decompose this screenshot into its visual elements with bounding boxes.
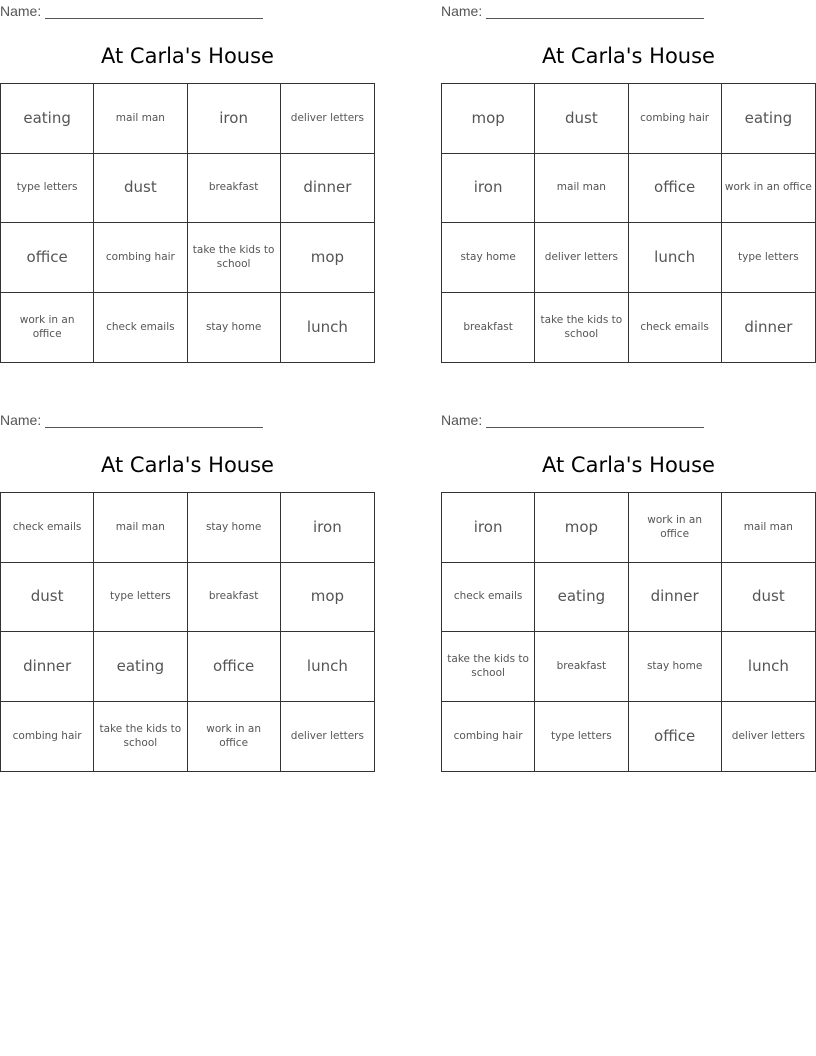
bingo-cell: lunch: [629, 223, 722, 293]
bingo-grid: [0, 492, 375, 772]
name-field: [441, 3, 704, 19]
bingo-cell: mop: [535, 493, 628, 563]
bingo-cell: breakfast: [188, 563, 281, 633]
bingo-cell: stay home: [188, 493, 281, 563]
bingo-cell: iron: [188, 84, 281, 154]
bingo-cell: work in an office: [629, 493, 722, 563]
name-field: [441, 412, 704, 428]
bingo-cell: type letters: [94, 563, 187, 633]
bingo-grid: [0, 83, 375, 363]
bingo-cell: deliver letters: [281, 84, 374, 154]
bingo-cell: mop: [442, 84, 535, 154]
bingo-cell: combing hair: [629, 84, 722, 154]
bingo-cell: stay home: [188, 293, 281, 363]
name-field: [0, 3, 263, 19]
bingo-grid: [441, 83, 816, 363]
bingo-cell: mail man: [94, 84, 187, 154]
bingo-cell: eating: [94, 632, 187, 702]
card-title: At Carla's House: [101, 453, 274, 477]
bingo-cell: eating: [722, 84, 815, 154]
bingo-cell: work in an office: [188, 702, 281, 772]
bingo-cell: stay home: [442, 223, 535, 293]
bingo-cell: dust: [722, 563, 815, 633]
bingo-cell: dinner: [629, 563, 722, 633]
bingo-cell: mop: [281, 223, 374, 293]
name-label: Name:: [0, 3, 42, 19]
bingo-cell: combing hair: [94, 223, 187, 293]
bingo-cell: lunch: [722, 632, 815, 702]
bingo-cell: dinner: [1, 632, 94, 702]
bingo-cell: type letters: [1, 154, 94, 224]
bingo-cell: stay home: [629, 632, 722, 702]
bingo-cell: lunch: [306, 317, 348, 336]
bingo-cell: check emails: [94, 293, 187, 363]
bingo-cell: dinner: [281, 154, 374, 224]
bingo-cell: breakfast: [442, 293, 535, 363]
bingo-cell: deliver letters: [290, 729, 364, 742]
name-field: [0, 412, 263, 428]
bingo-cell: office: [1, 223, 94, 293]
bingo-cell: work in an office: [722, 154, 815, 224]
name-label: Name:: [441, 3, 483, 19]
bingo-cell: dust: [94, 154, 187, 224]
name-blank-line: [486, 427, 704, 428]
name-label: Name:: [0, 412, 42, 428]
bingo-cell: combing hair: [442, 702, 535, 772]
name-blank-line: [486, 18, 704, 19]
card-title: At Carla's House: [101, 44, 274, 68]
bingo-cell: deliver letters: [731, 729, 805, 742]
name-blank-line: [45, 18, 263, 19]
bingo-cell: take the kids to school: [535, 293, 628, 363]
bingo-cell: dust: [1, 563, 94, 633]
bingo-cell: office: [629, 154, 722, 224]
bingo-cell: breakfast: [188, 154, 281, 224]
bingo-cell: check emails: [629, 293, 722, 363]
card-title: At Carla's House: [542, 453, 715, 477]
bingo-cell: iron: [442, 493, 535, 563]
name-blank-line: [45, 427, 263, 428]
bingo-cell: mail man: [535, 154, 628, 224]
bingo-cell: iron: [281, 493, 374, 563]
bingo-cell: take the kids to school: [94, 702, 187, 772]
bingo-cell: deliver letters: [535, 223, 628, 293]
bingo-cell: mail man: [94, 493, 187, 563]
bingo-cell: work in an office: [1, 293, 94, 363]
bingo-cell: eating: [535, 563, 628, 633]
bingo-cell: office: [188, 632, 281, 702]
bingo-cell: office: [629, 702, 722, 772]
bingo-cell: lunch: [281, 632, 374, 702]
bingo-cell: mail man: [722, 493, 815, 563]
bingo-cell: take the kids to school: [188, 223, 281, 293]
name-label: Name:: [441, 412, 483, 428]
card-title: At Carla's House: [542, 44, 715, 68]
bingo-cell: check emails: [1, 493, 94, 563]
bingo-cell: dinner: [744, 317, 793, 336]
bingo-cell: combing hair: [1, 702, 94, 772]
bingo-cell: mop: [281, 563, 374, 633]
bingo-cell: take the kids to school: [442, 632, 535, 702]
bingo-cell: iron: [442, 154, 535, 224]
bingo-cell: type letters: [722, 223, 815, 293]
bingo-cell: eating: [1, 84, 94, 154]
bingo-cell: check emails: [442, 563, 535, 633]
bingo-grid: [441, 492, 816, 772]
bingo-cell: dust: [535, 84, 628, 154]
bingo-cell: type letters: [535, 702, 628, 772]
bingo-cell: breakfast: [535, 632, 628, 702]
